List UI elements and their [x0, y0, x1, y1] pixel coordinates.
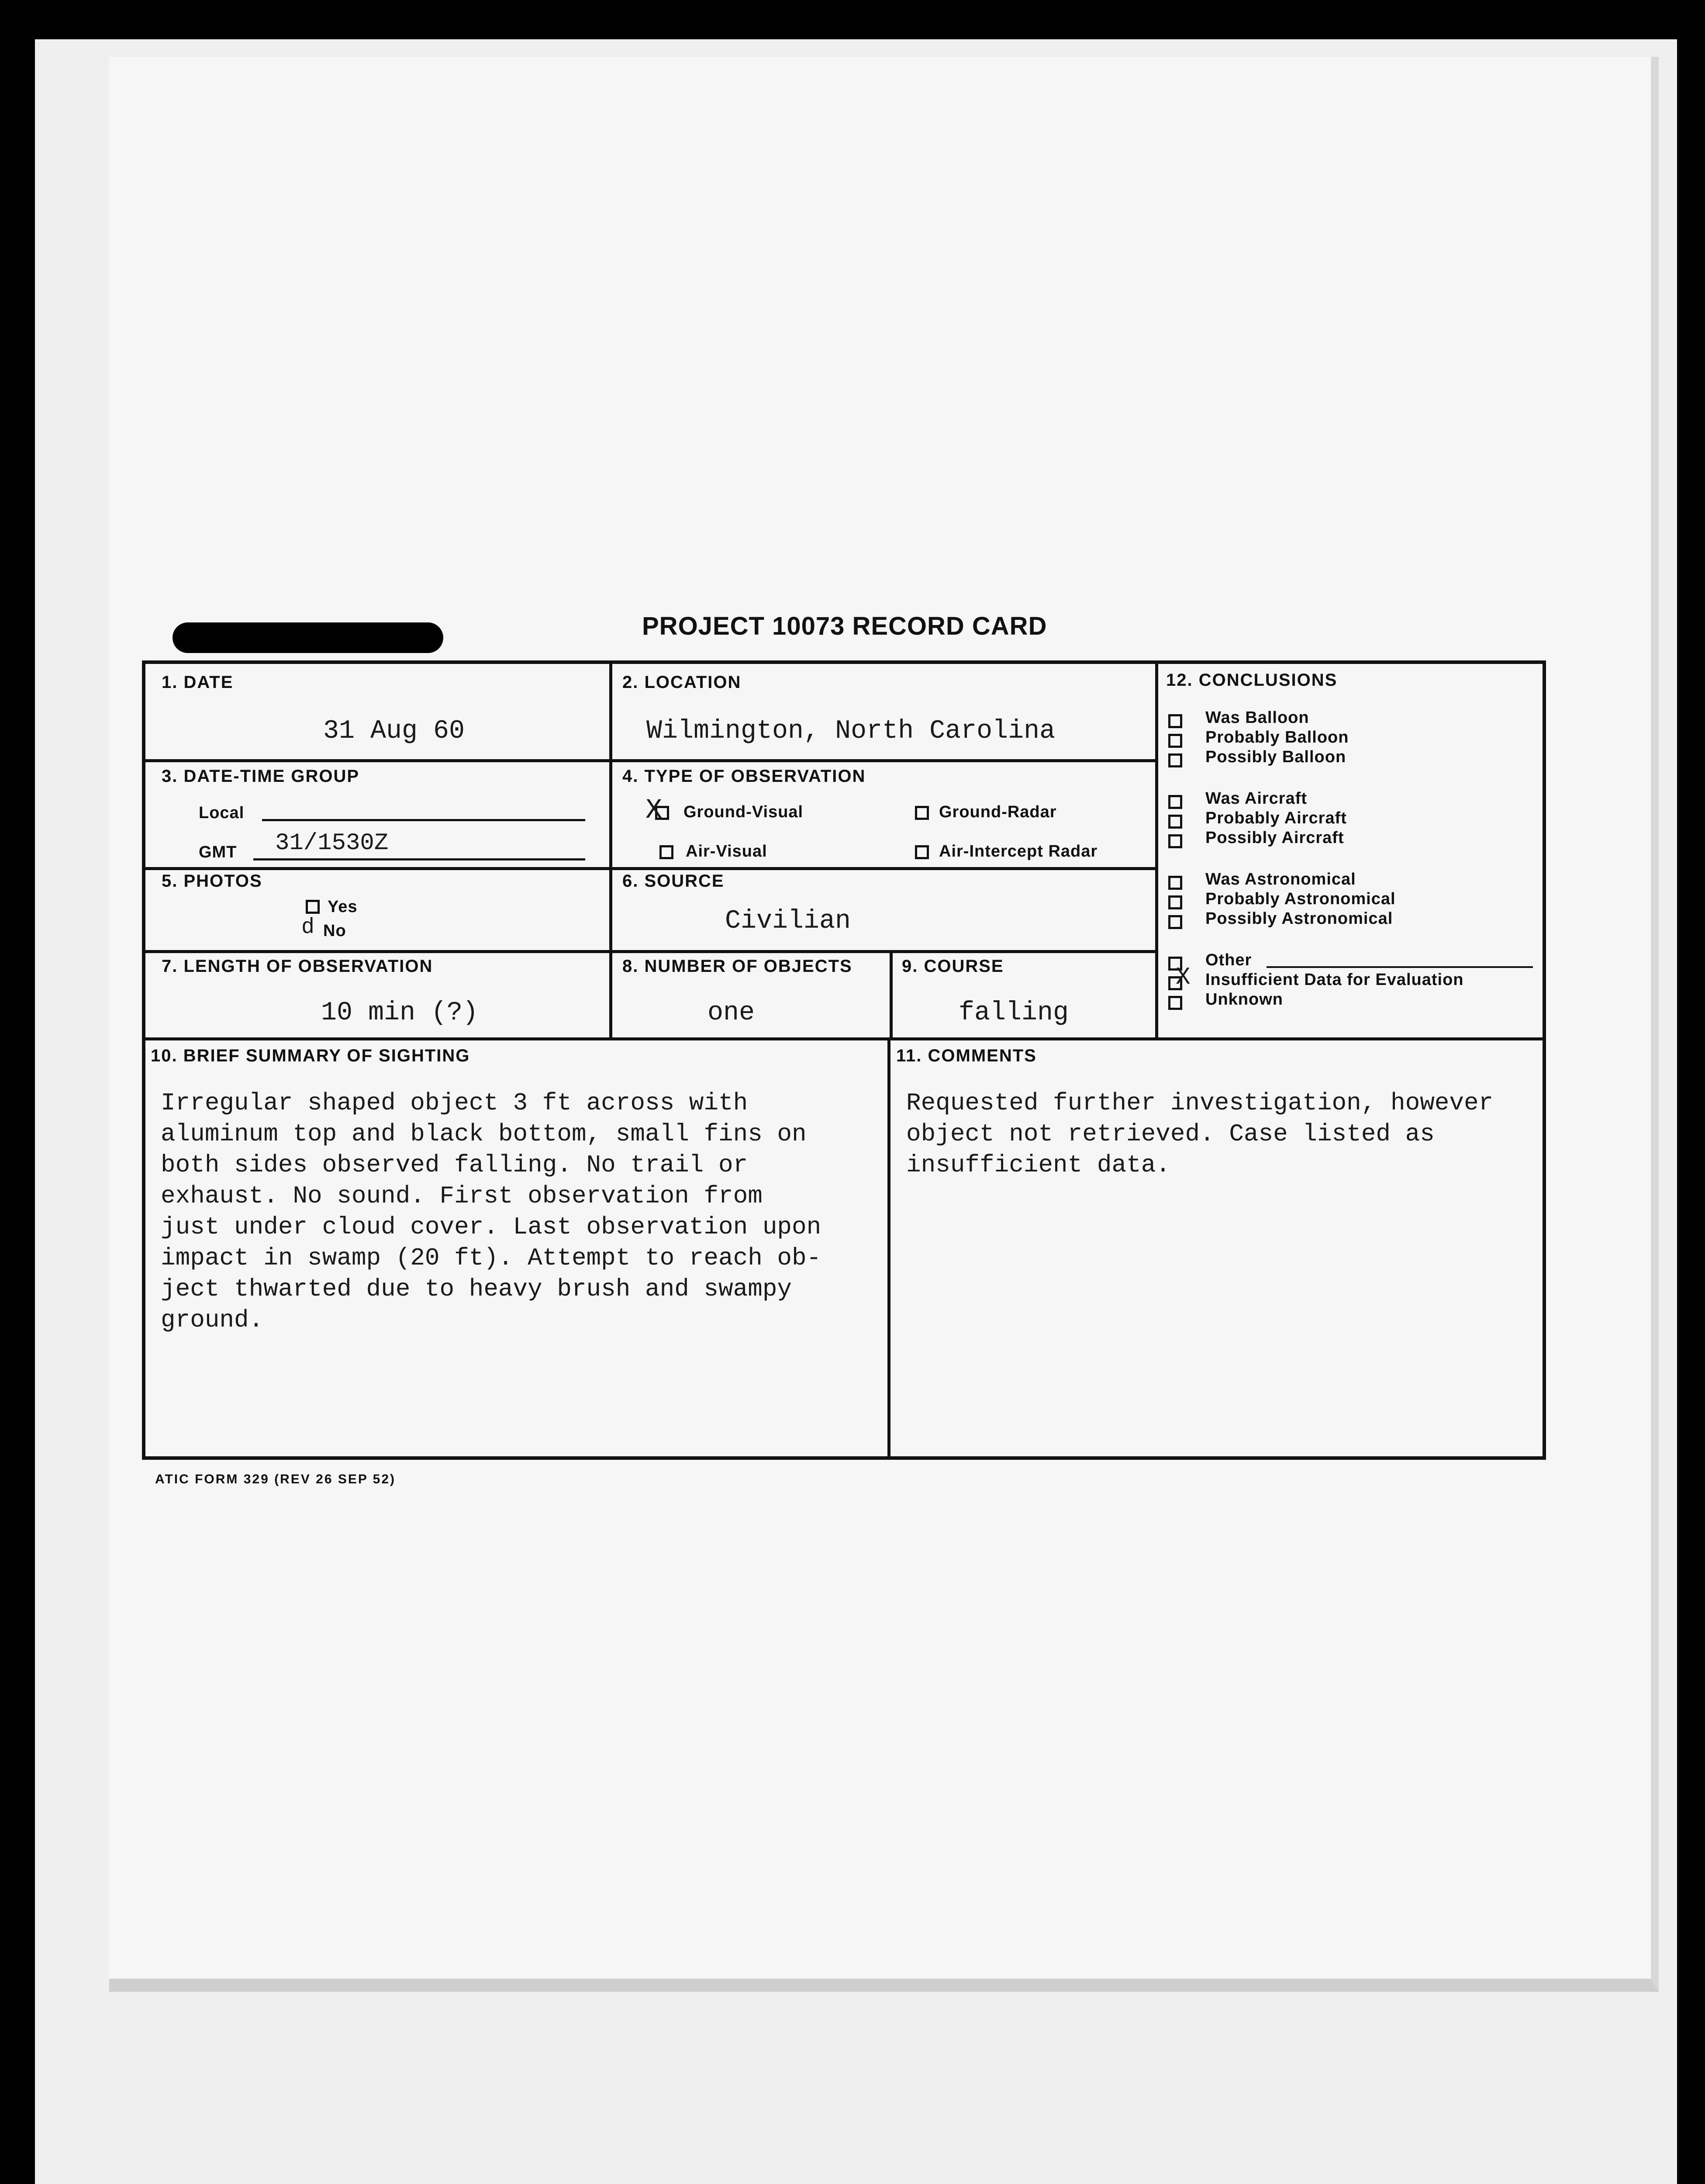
- summary-line: impact in swamp (20 ft). Attempt to reach ob-: [161, 1244, 821, 1272]
- air-visual-label: Air-Visual: [686, 842, 767, 860]
- air-visual-checkbox[interactable]: [659, 845, 673, 859]
- length-of-observation-value: 10 min (?): [321, 998, 479, 1028]
- ground-radar-label: Ground-Radar: [939, 803, 1057, 821]
- gmt-field: [253, 858, 585, 860]
- course-label: 9. COURSE: [902, 957, 1004, 976]
- summary-line: ground.: [161, 1306, 264, 1334]
- unknown-label: Unknown: [1205, 990, 1283, 1009]
- date-time-group-label: 3. DATE-TIME GROUP: [162, 767, 360, 786]
- ground-visual-check-mark: X: [645, 795, 663, 826]
- photos-no-check-mark: d: [301, 915, 315, 940]
- possibly-aircraft-label: Possibly Aircraft: [1205, 829, 1344, 847]
- local-field: [262, 819, 585, 821]
- summary-label: 10. BRIEF SUMMARY OF SIGHTING: [151, 1046, 470, 1065]
- length-of-observation-label: 7. LENGTH OF OBSERVATION: [162, 957, 433, 976]
- divider-col3: [1155, 660, 1158, 1040]
- summary-line: just under cloud cover. Last observation upon: [161, 1213, 821, 1241]
- possibly-balloon-checkbox[interactable]: [1168, 753, 1182, 767]
- possibly-aircraft-checkbox[interactable]: [1168, 834, 1182, 848]
- probably-balloon-checkbox[interactable]: [1168, 734, 1182, 748]
- unknown-checkbox[interactable]: [1168, 996, 1182, 1010]
- comments-line: Requested further investigation, however: [906, 1089, 1494, 1117]
- divider-row4: [142, 1037, 1546, 1040]
- summary-line: aluminum top and black bottom, small fins on: [161, 1120, 807, 1148]
- was-balloon-checkbox[interactable]: [1168, 714, 1182, 728]
- was-astronomical-label: Was Astronomical: [1205, 870, 1356, 888]
- number-of-objects-label: 8. NUMBER OF OBJECTS: [622, 957, 852, 976]
- comments-line: insufficient data.: [906, 1151, 1170, 1179]
- card-title: PROJECT 10073 RECORD CARD: [642, 612, 1047, 640]
- photos-label: 5. PHOTOS: [162, 871, 262, 891]
- possibly-astronomical-checkbox[interactable]: [1168, 915, 1182, 929]
- location-value: Wilmington, North Carolina: [646, 716, 1056, 746]
- ground-radar-checkbox[interactable]: [915, 806, 929, 820]
- possibly-astronomical-label: Possibly Astronomical: [1205, 909, 1393, 928]
- was-astronomical-checkbox[interactable]: [1168, 876, 1182, 890]
- comments-label: 11. COMMENTS: [896, 1046, 1037, 1065]
- date-label: 1. DATE: [162, 673, 234, 692]
- probably-aircraft-checkbox[interactable]: [1168, 815, 1182, 829]
- insufficient-data-check-mark: X: [1176, 963, 1191, 991]
- was-aircraft-label: Was Aircraft: [1205, 789, 1308, 808]
- air-intercept-radar-label: Air-Intercept Radar: [939, 842, 1098, 860]
- insufficient-data-label: Insufficient Data for Evaluation: [1205, 971, 1464, 989]
- other-field: [1267, 966, 1533, 968]
- gmt-value: 31/1530Z: [275, 830, 389, 857]
- comments-line: object not retrieved. Case listed as: [906, 1120, 1435, 1148]
- was-balloon-label: Was Balloon: [1205, 708, 1309, 727]
- divider-summary: [887, 1040, 890, 1460]
- summary-line: Irregular shaped object 3 ft across with: [161, 1089, 748, 1117]
- date-value: 31 Aug 60: [323, 716, 465, 746]
- air-intercept-radar-checkbox[interactable]: [915, 845, 929, 859]
- type-of-observation-label: 4. TYPE OF OBSERVATION: [622, 767, 866, 786]
- course-value: falling: [959, 998, 1069, 1028]
- divider-row3: [142, 950, 1158, 953]
- ground-visual-label: Ground-Visual: [683, 803, 804, 821]
- possibly-balloon-label: Possibly Balloon: [1205, 748, 1346, 766]
- source-label: 6. SOURCE: [622, 871, 725, 891]
- local-label: Local: [199, 804, 245, 822]
- location-label: 2. LOCATION: [622, 673, 742, 692]
- photos-yes-label: Yes: [328, 898, 358, 916]
- number-of-objects-value: one: [708, 998, 755, 1028]
- summary-line: ject thwarted due to heavy brush and swampy: [161, 1275, 792, 1303]
- divider-row1: [142, 759, 1158, 762]
- was-aircraft-checkbox[interactable]: [1168, 795, 1182, 809]
- form-id: ATIC FORM 329 (REV 26 SEP 52): [155, 1472, 396, 1486]
- divider-row2: [142, 867, 1158, 870]
- photos-yes-checkbox[interactable]: [306, 900, 320, 914]
- conclusions-label: 12. CONCLUSIONS: [1166, 670, 1338, 690]
- probably-aircraft-label: Probably Aircraft: [1205, 809, 1347, 827]
- other-label: Other: [1205, 951, 1252, 969]
- summary-line: both sides observed falling. No trail or: [161, 1151, 748, 1179]
- probably-astronomical-label: Probably Astronomical: [1205, 890, 1396, 908]
- gmt-label: GMT: [199, 843, 237, 861]
- source-value: Civilian: [725, 906, 851, 936]
- divider-col1: [609, 660, 612, 1040]
- probably-balloon-label: Probably Balloon: [1205, 728, 1349, 746]
- photos-no-label: No: [323, 922, 346, 940]
- divider-course: [890, 950, 893, 1040]
- summary-line: exhaust. No sound. First observation from: [161, 1182, 763, 1210]
- probably-astronomical-checkbox[interactable]: [1168, 895, 1182, 909]
- redaction-mark: [173, 622, 443, 653]
